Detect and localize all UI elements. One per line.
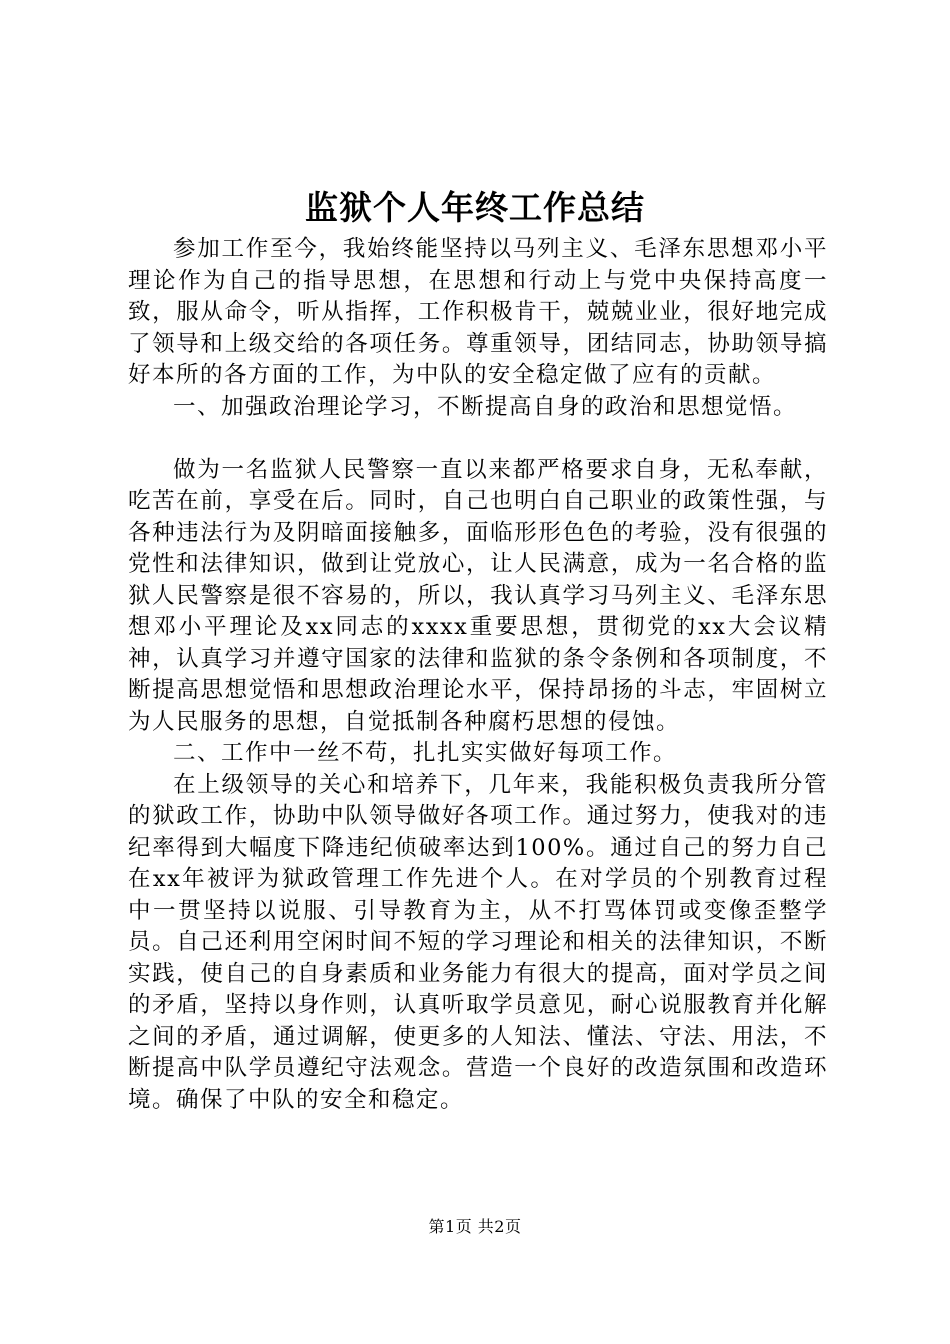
section-heading-1: 一、加强政治理论学习，不断提高自身的政治和思想觉悟。 — [173, 393, 798, 420]
paragraph-section-1: 做为一名监狱人民警察一直以来都严格要求自身，无私奉献，吃苦在前，享受在后。同时，自己也明白自己职业的政策性强，与各种违法行为及阴暗面接触多，面临形形色色的考验，没有很强的党性和法律知识，做到让党放心，让人民满意，成为一名合格的监狱人民警察是很不容易的，所以，我认真学习马列主义、毛泽东思想邓小平理论及xx同志的xxxx重要思想，贯彻党的xx大会议精神，认真学习并遵守国家的法律和监狱的条令条例和各项制度，不断提高思想觉悟和思想政治理论水平，保持昂扬的斗志，牢固树立为人民服务的思想，自觉抵制各种腐朽思想的侵蚀。 — [128, 456, 828, 735]
page-number-footer: 第1页 共2页 — [428, 1217, 522, 1236]
section-heading-2: 二、工作中一丝不苟，扎扎实实做好每项工作。 — [173, 740, 678, 766]
document-title: 监狱个人年终工作总结 — [305, 188, 645, 227]
blank-line — [128, 423, 828, 455]
paragraph-section-2: 在上级领导的关心和培养下，几年来，我能积极负责我所分管的狱政工作，协助中队领导做好各项工作。通过努力，使我对的违纪率得到大幅度下降违纪侦破率达到100%。通过自己的努力自己在xx年被评为狱政管理工作先进个人。在对学员的个别教育过程中一贯坚持以说服、引导教育为主，从不打骂体罚或变像歪整学员。自己还利用空闲时间不短的学习理论和相关的法律知识，不断实践，使自己的自身素质和业务能力有很大的提高，面对学员之间的矛盾，坚持以身作则，认真听取学员意见，耐心说服教育并化解之间的矛盾，通过调解，使更多的人知法、懂法、守法、用法，不断提高中队学员遵纪守法观念。营造一个良好的改造氛围和改造环境。确保了中队的安全和稳定。 — [128, 771, 828, 1113]
document-body — [128, 234, 828, 1116]
paragraph-intro: 参加工作至今，我始终能坚持以马列主义、毛泽东思想邓小平理论作为自己的指导思想，在思想和行动上与党中央保持高度一致，服从命令，听从指挥，工作积极肯干，兢兢业业，很好地完成了领导和上级交给的各项任务。尊重领导，团结同志，协助领导搞好本所的各方面的工作，为中队的安全稳定做了应有的贡献。 — [128, 236, 828, 388]
